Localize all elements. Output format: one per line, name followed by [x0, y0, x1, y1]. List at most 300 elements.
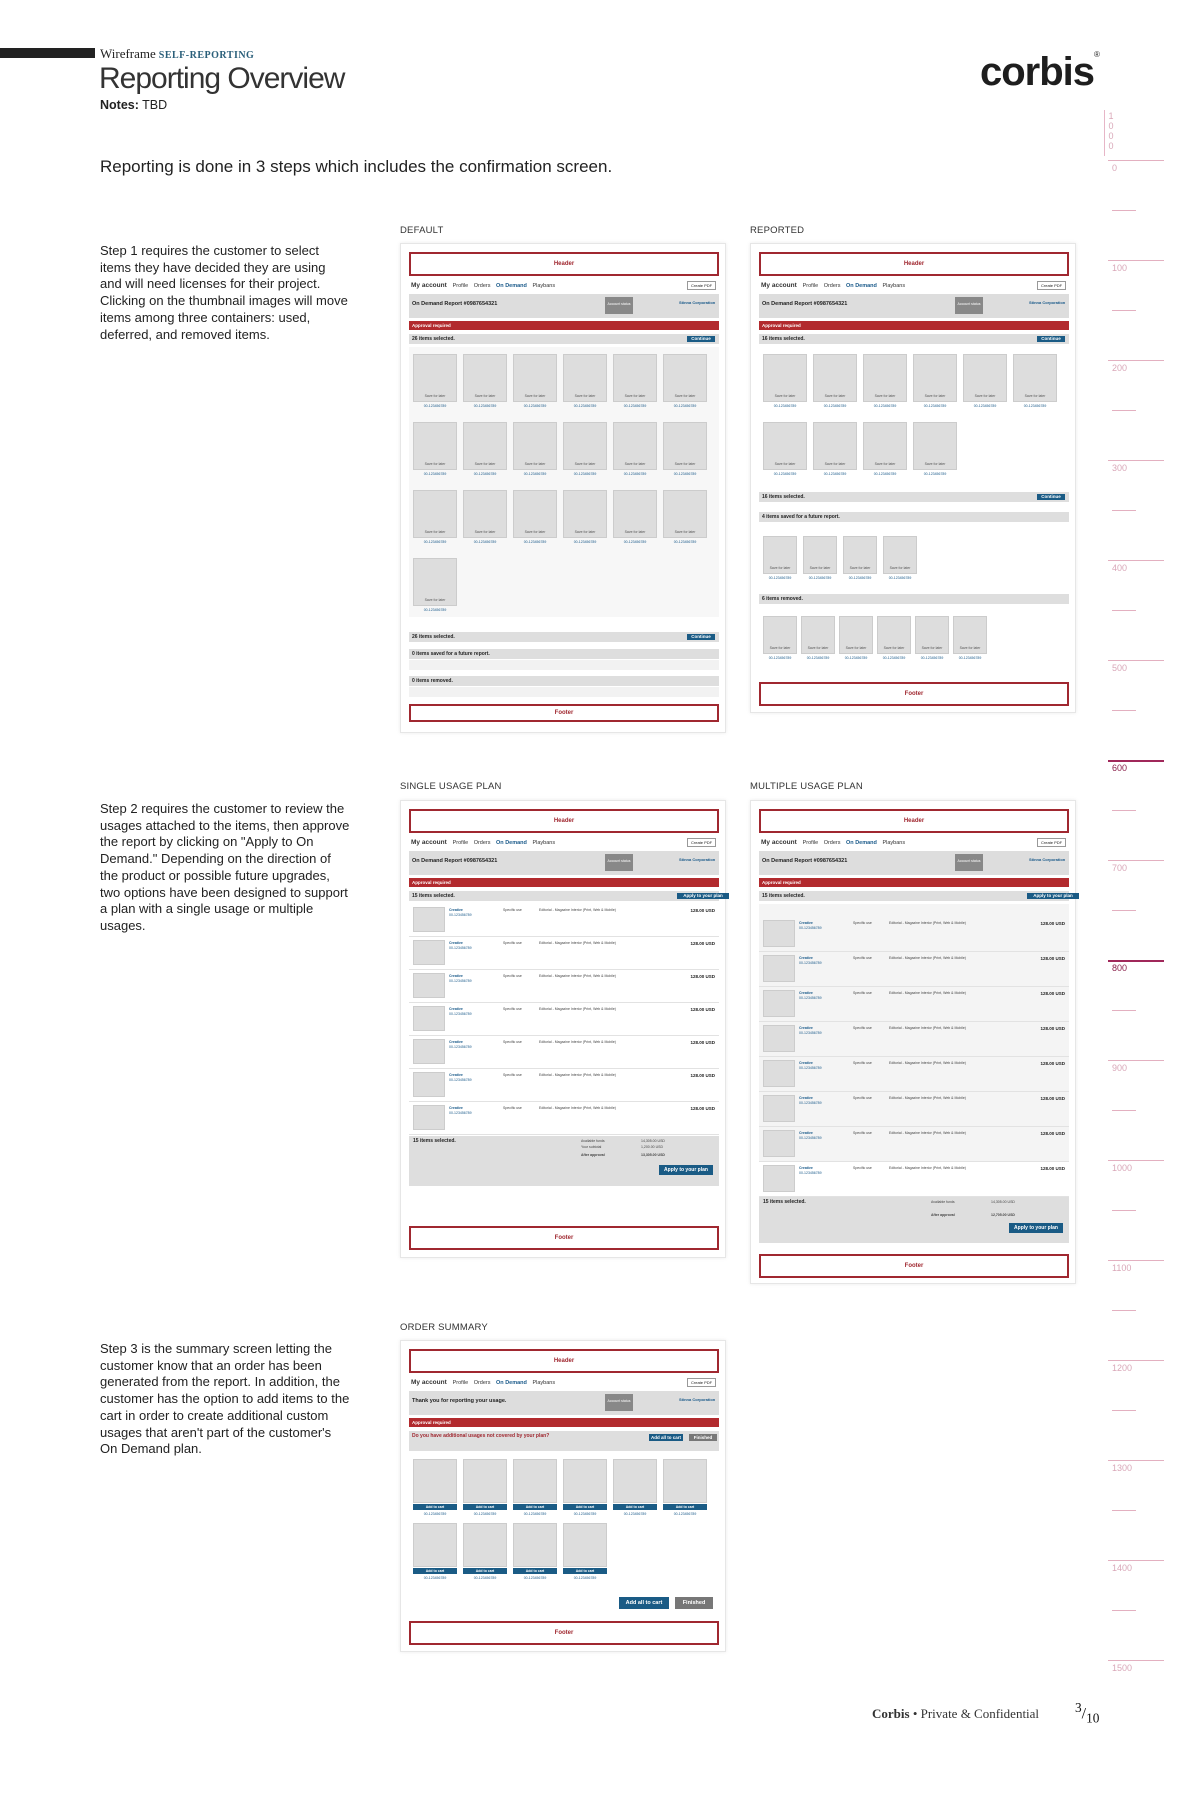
add-all-button[interactable]: Add all to cart — [650, 1435, 681, 1440]
nav-link[interactable]: Orders — [473, 283, 493, 289]
nav-link[interactable]: Playbans — [532, 283, 556, 289]
create-pdf-button[interactable]: Create PDF — [687, 838, 716, 847]
item-thumbnail[interactable] — [413, 1072, 445, 1097]
thumbnail-id: 00-123456789 — [573, 404, 597, 408]
nav-link[interactable]: My account — [411, 282, 449, 289]
item-creative-label: Creative — [449, 1007, 463, 1011]
approval-label: Approval required — [762, 323, 801, 328]
container-bar — [409, 649, 719, 659]
report-info-bar — [409, 294, 719, 318]
item-price: 128.00 USD — [690, 1106, 715, 1111]
specific-use-label: Specific use — [853, 991, 872, 995]
row-divider — [409, 1035, 719, 1036]
save-for-later-link[interactable]: Save for later — [769, 566, 791, 570]
thumbnail-id: 00-123456789 — [806, 656, 830, 660]
summary-count: 15 items selected. — [413, 1138, 456, 1144]
row-divider — [759, 986, 1069, 987]
ruler-tick — [1108, 860, 1164, 861]
item-price: 128.00 USD — [690, 908, 715, 913]
continue-button[interactable]: Continue — [1037, 494, 1065, 500]
company-name: Stinna Corporation — [1029, 857, 1066, 862]
add-to-cart-button[interactable]: Add to cart — [463, 1568, 507, 1574]
item-price: 128.00 USD — [1040, 956, 1065, 961]
container-label: 16 items selected. — [762, 494, 805, 500]
apply-button[interactable]: Apply to your plan — [1009, 1223, 1063, 1233]
specific-use-label: Specific use — [503, 1073, 522, 1077]
save-for-later-link[interactable]: Save for later — [924, 462, 946, 466]
step-1-text: Step 1 requires the customer to select items they have decided they are using and will need licenses for their project. Clicking on the thumbnail images will move items among three containers: used, deferred, and removed items. — [100, 243, 348, 342]
additional-usages-bar — [409, 1431, 719, 1451]
specific-use-label: Specific use — [853, 921, 872, 925]
after-approval-label: After approval — [931, 1213, 955, 1217]
thumbnail-id: 00-123456789 — [473, 404, 497, 408]
save-for-later-link[interactable]: Save for later — [849, 566, 871, 570]
item-id: 00-123456789 — [449, 913, 472, 917]
save-for-later-link[interactable]: Save for later — [807, 646, 829, 650]
report-info-bar — [759, 851, 1069, 875]
thumbnail-id: 00-123456789 — [573, 1576, 597, 1580]
approval-bar — [759, 321, 1069, 330]
thumbnail[interactable] — [613, 1459, 657, 1503]
approval-label: Approval required — [412, 1420, 451, 1425]
specific-use-label: Specific use — [503, 1007, 522, 1011]
thumbnail-id: 00-123456789 — [623, 404, 647, 408]
ruler-tick — [1108, 1360, 1164, 1361]
item-thumbnail[interactable] — [763, 990, 795, 1017]
save-for-later-link[interactable]: Save for later — [424, 530, 446, 534]
ruler-label: 1200 — [1112, 1363, 1133, 1373]
ruler-minor-tick — [1112, 1210, 1136, 1211]
continue-button[interactable]: Continue — [687, 336, 715, 342]
apply-button[interactable]: Apply to your plan — [677, 893, 729, 899]
company-name: Stinna Corporation — [679, 857, 716, 862]
nav-link[interactable]: My account — [411, 839, 449, 846]
save-for-later-link[interactable]: Save for later — [883, 646, 905, 650]
section-order-summary: ORDER SUMMARY — [400, 1322, 488, 1333]
save-for-later-link[interactable]: Save for later — [624, 530, 646, 534]
thumbnail-id: 00-123456789 — [623, 472, 647, 476]
add-to-cart-button[interactable]: Add to cart — [413, 1568, 457, 1574]
section-single-usage: SINGLE USAGE PLAN — [400, 781, 502, 792]
thumbnail-id: 00-123456789 — [768, 656, 792, 660]
save-for-later-link[interactable]: Save for later — [674, 462, 696, 466]
section-multiple-usage: MULTIPLE USAGE PLAN — [750, 781, 863, 792]
finished-button[interactable]: Finished — [675, 1597, 713, 1609]
nav-link[interactable]: Orders — [473, 840, 493, 846]
ruler-tick — [1108, 760, 1164, 762]
item-thumbnail[interactable] — [413, 1006, 445, 1031]
add-all-button[interactable]: Add all to cart — [619, 1597, 669, 1609]
thumbnail[interactable] — [463, 1459, 507, 1503]
thumbnail[interactable] — [663, 1459, 707, 1503]
mock-reported — [750, 243, 1076, 713]
footer-placeholder: Footer — [759, 1254, 1069, 1278]
footer-placeholder: Footer — [409, 1226, 719, 1250]
available-funds-label: Available funds — [931, 1200, 955, 1204]
add-to-cart-button[interactable]: Add to cart — [613, 1504, 657, 1510]
row-divider — [409, 969, 719, 970]
save-for-later-link[interactable]: Save for later — [424, 462, 446, 466]
specific-use-label: Specific use — [503, 908, 522, 912]
thumbnail-id: 00-123456789 — [848, 576, 872, 580]
ruler-tick — [1108, 1060, 1164, 1061]
ruler-tick — [1108, 1160, 1164, 1161]
ruler-label: 1500 — [1112, 1663, 1133, 1673]
thumbnail[interactable] — [463, 1523, 507, 1567]
thumbnail-id: 00-123456789 — [673, 1512, 697, 1516]
container-bar — [759, 512, 1069, 522]
add-to-cart-button[interactable]: Add to cart — [513, 1568, 557, 1574]
row-divider — [409, 1002, 719, 1003]
row-divider — [409, 1134, 719, 1135]
approval-label: Approval required — [412, 880, 451, 885]
nav-link[interactable]: My account — [761, 282, 799, 289]
section-reported: REPORTED — [750, 225, 805, 236]
add-to-cart-button[interactable]: Add to cart — [413, 1504, 457, 1510]
add-to-cart-button[interactable]: Add to cart — [463, 1504, 507, 1510]
row-divider — [759, 1126, 1069, 1127]
finished-button[interactable]: Finished — [689, 1434, 717, 1441]
save-for-later-link[interactable]: Save for later — [624, 394, 646, 398]
nav-link[interactable]: On Demand — [496, 840, 529, 846]
ruler-label: 1400 — [1112, 1563, 1133, 1573]
ruler-label: 600 — [1112, 763, 1128, 773]
thumbnail-id: 00-123456789 — [473, 472, 497, 476]
usage-description: Editorial - Magazine Interior (Print, Web & Mobile) — [889, 991, 966, 995]
nav-link[interactable]: On Demand — [496, 1380, 529, 1386]
nav-link[interactable]: Orders — [823, 283, 843, 289]
apply-button[interactable]: Apply to your plan — [1027, 893, 1079, 899]
item-creative-label: Creative — [799, 991, 813, 995]
save-for-later-link[interactable]: Save for later — [974, 394, 996, 398]
add-to-cart-button[interactable]: Add to cart — [563, 1568, 607, 1574]
thumbnail-id: 00-123456789 — [808, 576, 832, 580]
nav-link[interactable]: Profile — [452, 283, 470, 289]
ruler-tick — [1108, 560, 1164, 561]
create-pdf-button[interactable]: Create PDF — [687, 281, 716, 290]
apply-button[interactable]: Apply to your plan — [659, 1165, 713, 1175]
section-default: DEFAULT — [400, 225, 444, 236]
ruler-label: 200 — [1112, 363, 1128, 373]
item-thumbnail[interactable] — [763, 1095, 795, 1122]
item-thumbnail[interactable] — [763, 1165, 795, 1192]
item-thumbnail[interactable] — [763, 1130, 795, 1157]
create-pdf-button[interactable]: Create PDF — [1037, 838, 1066, 847]
item-thumbnail[interactable] — [413, 907, 445, 932]
after-approval-value: 13,305.00 USD — [641, 1153, 665, 1157]
ruler-label: 900 — [1112, 1063, 1128, 1073]
item-id: 00-123456789 — [799, 1171, 822, 1175]
item-creative-label: Creative — [449, 908, 463, 912]
header-placeholder: Header — [759, 252, 1069, 276]
approval-label: Approval required — [412, 323, 451, 328]
ruler-tick — [1108, 160, 1164, 161]
usage-description: Editorial - Magazine Interior (Print, Web & Mobile) — [889, 1166, 966, 1170]
ruler-minor-tick — [1112, 710, 1136, 711]
nav-link[interactable]: My account — [411, 1379, 449, 1386]
page-number: $^3/_{10}$ — [1075, 1700, 1100, 1726]
item-price: 128.00 USD — [1040, 991, 1065, 996]
footer-placeholder: Footer — [759, 682, 1069, 706]
row-divider — [759, 951, 1069, 952]
ruler-digit: 0 — [1108, 131, 1114, 141]
nav-link[interactable]: Orders — [473, 1380, 493, 1386]
usage-description: Editorial - Magazine Interior (Print, Web & Mobile) — [539, 974, 616, 978]
specific-use-label: Specific use — [503, 1106, 522, 1110]
item-thumbnail[interactable] — [763, 1060, 795, 1087]
container-label: 4 items saved for a future report. — [762, 514, 840, 520]
thumbnail-id: 00-123456789 — [773, 472, 797, 476]
step-3-text: Step 3 is the summary screen letting the customer know that an order has been generated from the report. In addition, the customer has the option to add items to the cart in order to create additional custom usages that aren't part of the customer's On Demand plan. — [100, 1341, 350, 1457]
thumbnail-id: 00-123456789 — [473, 1576, 497, 1580]
thumbnail-id: 00-123456789 — [873, 404, 897, 408]
item-price: 128.00 USD — [690, 1040, 715, 1045]
ruler-minor-tick — [1112, 610, 1136, 611]
item-thumbnail[interactable] — [763, 1025, 795, 1052]
thumbnail-id: 00-123456789 — [673, 472, 697, 476]
specific-use-label: Specific use — [503, 941, 522, 945]
nav-link[interactable]: On Demand — [496, 283, 529, 289]
notes: Notes: TBD — [100, 98, 168, 112]
item-thumbnail[interactable] — [763, 955, 795, 982]
thumbnail-id: 00-123456789 — [423, 1576, 447, 1580]
item-id: 00-123456789 — [799, 961, 822, 965]
save-for-later-link[interactable]: Save for later — [774, 394, 796, 398]
item-id: 00-123456789 — [799, 1066, 822, 1070]
usage-description: Editorial - Magazine Interior (Print, Web & Mobile) — [539, 1040, 616, 1044]
approval-bar — [409, 321, 719, 330]
nav-link[interactable]: Profile — [452, 1380, 470, 1386]
item-thumbnail[interactable] — [413, 940, 445, 965]
item-creative-label: Creative — [799, 956, 813, 960]
ruler-label: 300 — [1112, 463, 1128, 473]
container-bar — [409, 891, 723, 901]
item-price: 128.00 USD — [1040, 1061, 1065, 1066]
container-bar — [759, 891, 1073, 901]
save-for-later-link[interactable]: Save for later — [845, 646, 867, 650]
create-pdf-button[interactable]: Create PDF — [1037, 281, 1066, 290]
mock-multiple-usage — [750, 800, 1076, 1284]
save-for-later-link[interactable]: Save for later — [674, 394, 696, 398]
account-status-badge: Account status — [955, 297, 983, 314]
item-id: 00-123456789 — [799, 1031, 822, 1035]
nav-link[interactable]: Profile — [802, 283, 820, 289]
ruler-label: 700 — [1112, 863, 1128, 873]
approval-bar — [409, 1418, 719, 1427]
save-for-later-link[interactable]: Save for later — [959, 646, 981, 650]
item-creative-label: Creative — [799, 921, 813, 925]
save-for-later-link[interactable]: Save for later — [889, 566, 911, 570]
ruler-digit: 0 — [1108, 141, 1114, 151]
save-for-later-link[interactable]: Save for later — [674, 530, 696, 534]
after-approval-value: 12,705.00 USD — [991, 1213, 1015, 1217]
container-bar — [759, 594, 1069, 604]
usage-description: Editorial - Magazine Interior (Print, Web & Mobile) — [889, 1061, 966, 1065]
save-for-later-link[interactable]: Save for later — [524, 462, 546, 466]
header-placeholder: Header — [409, 1349, 719, 1373]
nav-link[interactable]: Playbans — [882, 283, 906, 289]
ruler-minor-tick — [1112, 1510, 1136, 1511]
company-name: Stinna Corporation — [1029, 300, 1066, 305]
row-divider — [759, 1021, 1069, 1022]
account-status-badge: Account status — [605, 297, 633, 314]
nav-link[interactable]: On Demand — [846, 283, 879, 289]
header-placeholder: Header — [409, 809, 719, 833]
thumbnail[interactable] — [563, 1523, 607, 1567]
nav-link[interactable]: My account — [761, 839, 799, 846]
save-for-later-link[interactable]: Save for later — [774, 462, 796, 466]
save-for-later-link[interactable]: Save for later — [424, 598, 446, 602]
thumbnail-id: 00-123456789 — [1023, 404, 1047, 408]
save-for-later-link[interactable]: Save for later — [624, 462, 646, 466]
thumbnail-id: 00-123456789 — [473, 1512, 497, 1516]
usage-description: Editorial - Magazine Interior (Print, Web & Mobile) — [539, 1007, 616, 1011]
wireframe-label: Wireframe SELF-REPORTING — [100, 46, 255, 61]
step-2-text: Step 2 requires the customer to review the usages attached to the items, then approve the report by clicking on "Apply to On Demand." Depending on the direction of the product or possible future upgrades, two options have been designed to support a plan with a single usage or multiple usages. — [100, 801, 350, 933]
ruler-tick — [1108, 1560, 1164, 1561]
subtotal-value: 1,200.00 USD — [641, 1145, 663, 1149]
subtotal-label: Your subtotal — [581, 1145, 602, 1149]
thumbnail-id: 00-123456789 — [973, 404, 997, 408]
nav-link[interactable]: Playbans — [532, 1380, 556, 1386]
item-creative-label: Creative — [449, 974, 463, 978]
item-thumbnail[interactable] — [413, 1105, 445, 1130]
nav-link[interactable]: Profile — [452, 840, 470, 846]
usage-description: Editorial - Magazine Interior (Print, Web & Mobile) — [539, 941, 616, 945]
save-for-later-link[interactable]: Save for later — [574, 462, 596, 466]
item-price: 128.00 USD — [690, 1073, 715, 1078]
ruler-tick — [1108, 360, 1164, 361]
thumbnail-id: 00-123456789 — [882, 656, 906, 660]
ruler-digit: 1 — [1108, 111, 1114, 121]
nav-link[interactable]: Orders — [823, 840, 843, 846]
ruler-tick — [1108, 660, 1164, 661]
create-pdf-button[interactable]: Create PDF — [687, 1378, 716, 1387]
save-for-later-link[interactable]: Save for later — [474, 462, 496, 466]
thumbnail[interactable] — [513, 1523, 557, 1567]
thumbnail-id: 00-123456789 — [923, 472, 947, 476]
ruler-minor-tick — [1112, 1010, 1136, 1011]
thumbnail-id: 00-123456789 — [623, 540, 647, 544]
ruler-label: 1300 — [1112, 1463, 1133, 1473]
save-for-later-link[interactable]: Save for later — [424, 394, 446, 398]
ruler-label: 1000 — [1112, 1163, 1133, 1173]
item-id: 00-123456789 — [449, 1078, 472, 1082]
continue-button[interactable]: Continue — [687, 634, 715, 640]
thumbnail-id: 00-123456789 — [673, 404, 697, 408]
item-price: 128.00 USD — [690, 1007, 715, 1012]
available-funds-value: 14,305.00 USD — [641, 1139, 665, 1143]
save-for-later-link[interactable]: Save for later — [474, 394, 496, 398]
item-creative-label: Creative — [449, 941, 463, 945]
save-for-later-link[interactable]: Save for later — [874, 462, 896, 466]
approval-label: Approval required — [762, 880, 801, 885]
add-to-cart-button[interactable]: Add to cart — [563, 1504, 607, 1510]
account-status-badge: Account status — [605, 854, 633, 871]
row-divider — [759, 1161, 1069, 1162]
item-creative-label: Creative — [449, 1040, 463, 1044]
save-for-later-link[interactable]: Save for later — [474, 530, 496, 534]
container-bar — [409, 632, 719, 642]
item-thumbnail[interactable] — [413, 973, 445, 998]
row-divider — [759, 1091, 1069, 1092]
row-divider — [409, 1068, 719, 1069]
thumbnail-id: 00-123456789 — [423, 540, 447, 544]
approval-bar — [409, 878, 719, 887]
container-label: 26 items selected. — [412, 336, 455, 342]
item-creative-label: Creative — [799, 1061, 813, 1065]
save-for-later-link[interactable]: Save for later — [524, 394, 546, 398]
save-for-later-link[interactable]: Save for later — [574, 394, 596, 398]
continue-button[interactable]: Continue — [1037, 336, 1065, 342]
thumbnail-id: 00-123456789 — [523, 404, 547, 408]
add-to-cart-button[interactable]: Add to cart — [663, 1504, 707, 1510]
item-id: 00-123456789 — [799, 1136, 822, 1140]
save-for-later-link[interactable]: Save for later — [1024, 394, 1046, 398]
item-thumbnail[interactable] — [763, 920, 795, 947]
specific-use-label: Specific use — [853, 1026, 872, 1030]
item-id: 00-123456789 — [449, 1012, 472, 1016]
save-for-later-link[interactable]: Save for later — [769, 646, 791, 650]
save-for-later-link[interactable]: Save for later — [824, 394, 846, 398]
save-for-later-link[interactable]: Save for later — [809, 566, 831, 570]
save-for-later-link[interactable]: Save for later — [874, 394, 896, 398]
item-thumbnail[interactable] — [413, 1039, 445, 1064]
usage-description: Editorial - Magazine Interior (Print, Web & Mobile) — [889, 956, 966, 960]
specific-use-label: Specific use — [503, 974, 522, 978]
nav-link[interactable]: Playbans — [882, 840, 906, 846]
thumbnail[interactable] — [513, 1459, 557, 1503]
save-for-later-link[interactable]: Save for later — [921, 646, 943, 650]
thumbnail-id: 00-123456789 — [958, 656, 982, 660]
container-bar — [409, 334, 719, 344]
ruler-digit: 0 — [1108, 121, 1114, 131]
account-nav — [761, 282, 1067, 292]
summary-count: 15 items selected. — [763, 1199, 806, 1205]
report-info-bar — [759, 294, 1069, 318]
ruler-label: 0 — [1112, 163, 1118, 173]
mock-default — [400, 243, 726, 733]
save-for-later-link[interactable]: Save for later — [824, 462, 846, 466]
nav-link[interactable]: On Demand — [846, 840, 879, 846]
thumbnail[interactable] — [413, 1459, 457, 1503]
add-to-cart-button[interactable]: Add to cart — [513, 1504, 557, 1510]
thumbnail-id: 00-123456789 — [888, 576, 912, 580]
ruler-label: 500 — [1112, 663, 1128, 673]
row-divider — [409, 1101, 719, 1102]
container-label: 0 items saved for a future report. — [412, 651, 490, 657]
header-placeholder: Header — [409, 252, 719, 276]
report-title: On Demand Report #0987654321 — [762, 301, 848, 307]
thumbnail[interactable] — [563, 1459, 607, 1503]
nav-link[interactable]: Profile — [802, 840, 820, 846]
thumbnail-id: 00-123456789 — [873, 472, 897, 476]
additional-usages-question: Do you have additional usages not covered by your plan? — [412, 1433, 550, 1439]
save-for-later-link[interactable]: Save for later — [924, 394, 946, 398]
ruler-tick — [1108, 1260, 1164, 1261]
save-for-later-link[interactable]: Save for later — [524, 530, 546, 534]
thumbnail[interactable] — [413, 1523, 457, 1567]
saved-container — [409, 660, 719, 670]
title-bar-accent — [0, 48, 95, 58]
save-for-later-link[interactable]: Save for later — [574, 530, 596, 534]
nav-link[interactable]: Playbans — [532, 840, 556, 846]
specific-use-label: Specific use — [853, 1096, 872, 1100]
account-status-badge: Account status — [605, 1394, 633, 1411]
container-label: 16 items selected. — [762, 336, 805, 342]
thumbnail-id: 00-123456789 — [773, 404, 797, 408]
ruler-minor-tick — [1112, 210, 1136, 211]
